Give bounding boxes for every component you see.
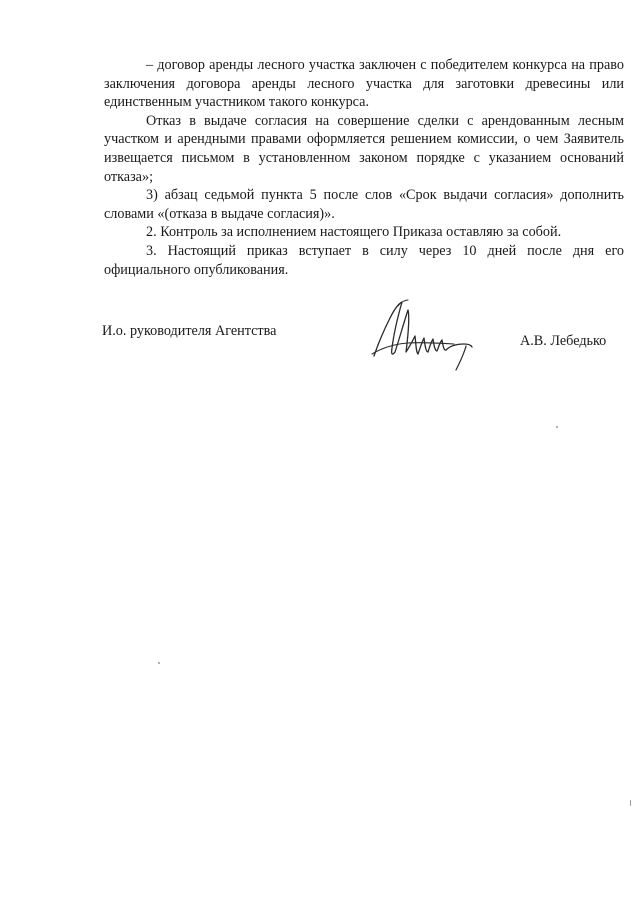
document-body	[104, 56, 624, 279]
signatory-name: А.В. Лебедько	[520, 333, 607, 349]
scan-speck	[158, 662, 160, 664]
paragraph-effective-date: 3. Настоящий приказ вступает в силу через 10 дней после дня его официального опубликования.	[104, 242, 624, 278]
paragraph-refusal: Отказ в выдаче согласия на совершение сделки с арендованным лесным участком и арендными правами оформляется решением комиссии, о чем Заявитель извещается письмом в установленном законом порядке с указанием оснований отказа»;	[104, 112, 624, 185]
paragraph-amendment-3: 3) абзац седьмой пункта 5 после слов «Срок выдачи согласия» дополнить словами «(отказа в выдаче согласия)».	[104, 187, 624, 222]
paragraph-lease-condition: – договор аренды лесного участка заключен с победителем конкурса на право заключения договора аренды лесного участка для заготовки древесины или единственным участником такого конкурса.	[104, 57, 624, 111]
paragraph-control: 2. Контроль за исполнением настоящего Приказа оставляю за собой.	[146, 224, 562, 241]
scan-speck	[556, 426, 558, 428]
handwritten-signature	[368, 296, 480, 376]
signatory-position: И.о. руководителя Агентства	[102, 323, 277, 339]
scan-speck	[630, 800, 631, 806]
